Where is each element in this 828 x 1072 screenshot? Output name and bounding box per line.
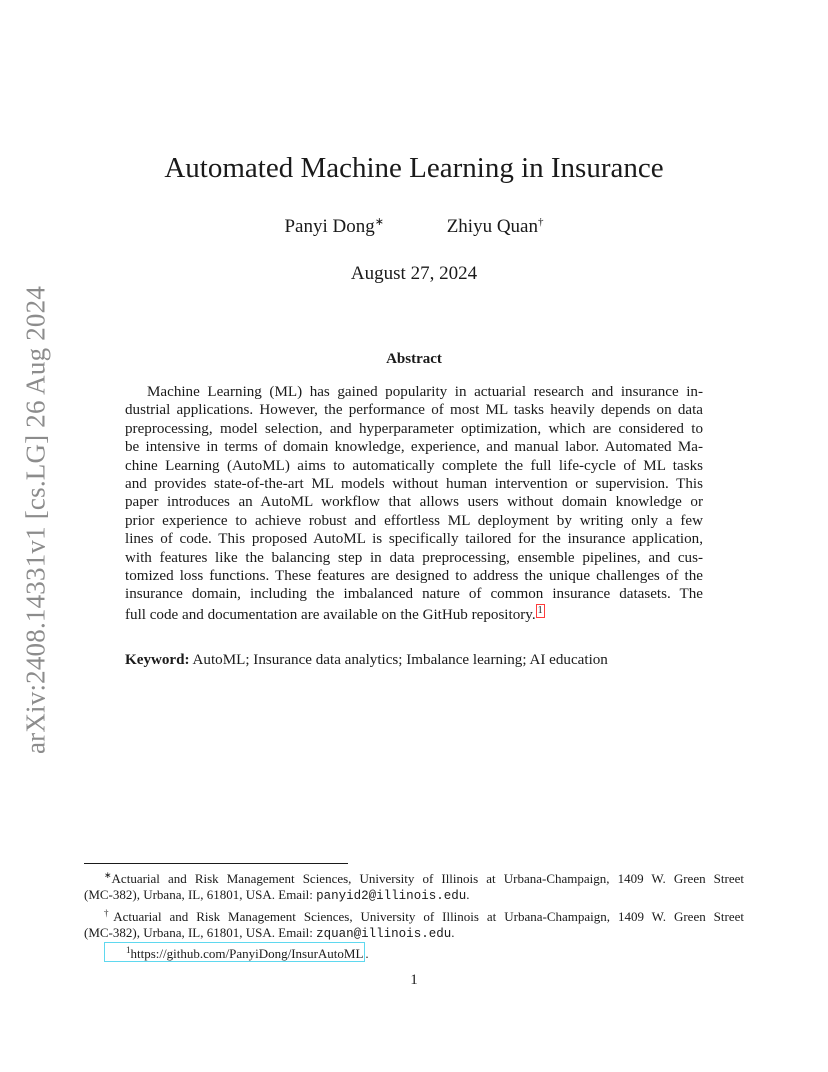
abstract-line: dustrial applications. However, the performance of most ML tasks heavily depends on data (125, 402, 703, 419)
paper-title: Automated Machine Learning in Insurance (164, 152, 664, 184)
keyword-text: AutoML; Insurance data analytics; Imbalance learning; AI education (192, 652, 608, 668)
abstract-line: chine Learning (AutoML) aims to automatically complete the full life-cycle of ML tasks (125, 457, 703, 474)
page-number: 1 (410, 972, 418, 988)
footnote-2-line1 (84, 905, 744, 925)
footnote-link[interactable]: 1 (537, 604, 543, 616)
footnote-url-link[interactable] (104, 942, 365, 962)
footnote-text: . (365, 946, 369, 962)
abstract-line: preprocessing, model selection, and hyperparameter optimization, which are considered to (125, 420, 703, 437)
author-name: Panyi Dong (284, 216, 375, 237)
abstract-line: insurance domain, including the imbalanced nature of common insurance datasets. The (125, 586, 703, 603)
abstract-body (125, 383, 703, 624)
footnote-text: . (451, 924, 455, 940)
abstract-line: with features like the balancing step in data preprocessing, ensemble pipelines, and cus- (125, 549, 703, 566)
abstract-last-line (125, 604, 703, 624)
footnote-mark: ∗ (104, 870, 112, 880)
footnotes (84, 867, 744, 962)
arxiv-stamp: arXiv:2408.14331v1 [cs.LG] 26 Aug 2024 (20, 285, 51, 755)
footnote-divider (84, 863, 348, 864)
footnote-text: (MC-382), Urbana, IL, 61801, USA. Email: (84, 887, 317, 903)
author-affiliation-mark: † (538, 216, 544, 228)
abstract-line: lines of code. This proposed AutoML is specifically tailored for the insurance application, (125, 531, 703, 548)
footnote-text: Actuarial and Risk Management Sciences, University of Illinois at Urbana-Champaign, 1409 W. Green Street (113, 908, 744, 924)
paper-date: August 27, 2024 (350, 263, 478, 284)
footnote-3-line1 (84, 942, 744, 962)
footnote-text: Actuarial and Risk Management Sciences, University of Illinois at Urbana-Champaign, 1409 W. Green Street (111, 871, 744, 886)
footnote-url: https://github.com/PanyiDong/InsurAutoML (130, 946, 364, 962)
author-name: Zhiyu Quan (446, 216, 538, 237)
footnote-text: . (466, 887, 470, 903)
author-affiliation-mark: ∗ (374, 216, 384, 228)
abstract-line: tomized loss functions. These features are designed to address the unique challenges of the (125, 568, 703, 585)
author-zhiyu-quan (447, 216, 544, 238)
footnote-email[interactable]: zquan@illinois.edu (316, 926, 452, 941)
footnote-text: (MC-382), Urbana, IL, 61801, USA. Email: (84, 924, 317, 940)
footnote-email[interactable]: panyid2@illinois.edu (316, 889, 467, 904)
abstract-heading: Abstract (386, 351, 442, 367)
abstract-line: Machine Learning (ML) has gained popularity in actuarial research and insurance in- (147, 384, 703, 400)
abstract-line: prior experience to achieve robust and effortless ML deployment by writing only a few (125, 512, 703, 529)
footnote-1-line1 (84, 867, 744, 887)
keyword-label: Keyword: (125, 652, 190, 668)
footnote-2-line2 (84, 925, 744, 942)
author-list (0, 215, 828, 238)
abstract-line: and provides state-of-the-art ML models without human intervention or supervision. This (125, 476, 703, 493)
abstract-line-text: full code and documentation are available on the GitHub repository. (125, 606, 536, 623)
footnote-1-line2 (84, 887, 744, 904)
abstract-line: paper introduces an AutoML workflow that allows users without domain knowledge or (125, 494, 703, 511)
abstract-line: be intensive in terms of domain knowledge, experience, and manual labor. Automated Ma- (125, 439, 703, 456)
author-panyi-dong (284, 215, 383, 238)
footnote-mark: † (104, 907, 114, 918)
footnote-mark: 1 (126, 945, 131, 956)
keyword-line (125, 652, 608, 669)
